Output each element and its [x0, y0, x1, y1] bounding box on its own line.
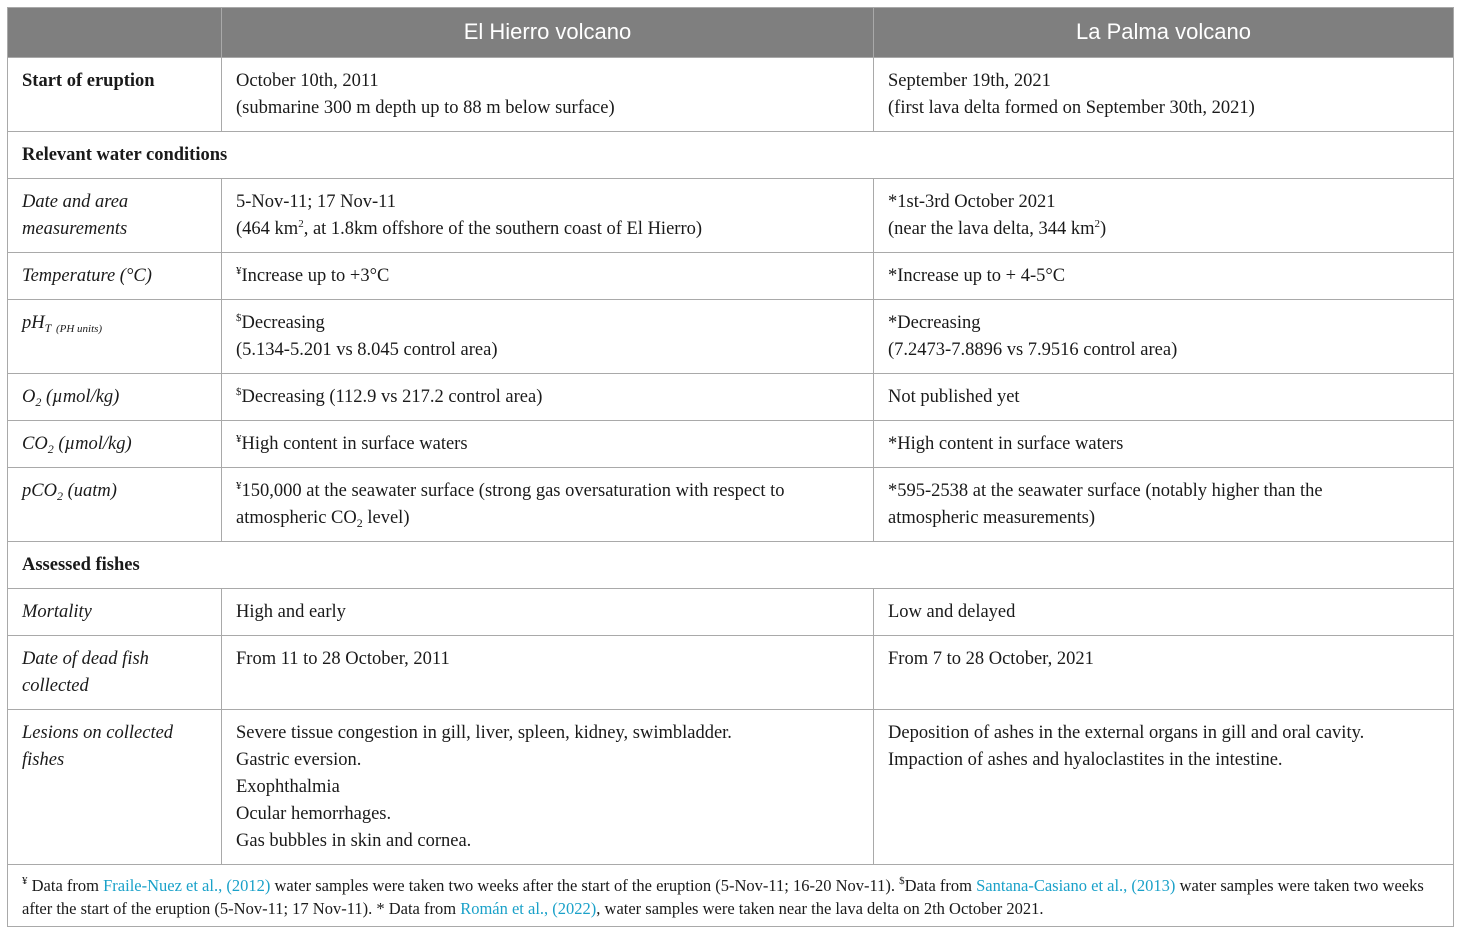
- section-heading: Assessed fishes: [8, 542, 1454, 589]
- footnote-mark: ¥: [236, 480, 242, 492]
- comparison-table-container: [7, 7, 1453, 927]
- footnote-mark: $: [236, 386, 242, 398]
- citation-link-santana-casiano[interactable]: Santana-Casiano et al., (2013): [976, 876, 1176, 895]
- table-footnote: ¥ Data from Fraile-Nuez et al., (2012) water samples were taken two weeks after the start of the eruption (5-Nov-11; 16-20 Nov-11). $Data from Santana-Casiano et al., (2013) water samples were taken two weeks after the start of the eruption (5-Nov-11; 17 Nov-11). * Data from Román et al., (2022), water samples were taken near the lava delta on 2th October 2021.: [8, 865, 1454, 927]
- row-label: Lesions on collected fishes: [8, 710, 222, 865]
- row-label: Mortality: [8, 589, 222, 636]
- row-lesions: [8, 710, 1454, 865]
- row-footnote: [8, 865, 1454, 927]
- row-label: Date of dead fish collected: [8, 636, 222, 710]
- header-empty-cell: [8, 8, 222, 58]
- row-dead-fish-date: [8, 636, 1454, 710]
- cell-el-hierro: [222, 710, 874, 865]
- cell-el-hierro: $Decreasing (5.134-5.201 vs 8.045 control area): [222, 300, 874, 374]
- cell-el-hierro: ¥Increase up to +3°C: [222, 253, 874, 300]
- cell-la-palma: *Increase up to + 4-5°C: [874, 253, 1454, 300]
- cell-la-palma: *High content in surface waters: [874, 421, 1454, 468]
- section-water-conditions: [8, 132, 1454, 179]
- row-date-area: [8, 179, 1454, 253]
- row-label: $O_2$ (µmol/kg): [8, 374, 222, 421]
- list-item: Gastric eversion.: [236, 750, 362, 770]
- footnote-mark: ¥: [22, 875, 28, 887]
- cell-el-hierro: From 11 to 28 October, 2011: [222, 636, 874, 710]
- header-la-palma: La Palma volcano: [874, 8, 1454, 58]
- table-header-row: [8, 8, 1454, 58]
- section-assessed-fishes: [8, 542, 1454, 589]
- footnote-mark: ¥: [236, 433, 242, 445]
- cell-la-palma: *1st-3rd October 2021 (near the lava delta, 344 $km^2$): [874, 179, 1454, 253]
- list-item: Exophthalmia: [236, 777, 340, 797]
- row-label: Start of eruption: [8, 58, 222, 132]
- row-start-of-eruption: [8, 58, 1454, 132]
- citation-link-fraile-nuez[interactable]: Fraile-Nuez et al., (2012): [103, 876, 271, 895]
- cell-el-hierro: $Decreasing (112.9 vs 217.2 control area): [222, 374, 874, 421]
- row-pco2: [8, 468, 1454, 542]
- row-label: $pH_T$ $_{(PH units)}$: [8, 300, 222, 374]
- footnote-mark: ¥: [236, 265, 242, 277]
- citation-link-roman[interactable]: Román et al., (2022): [460, 899, 597, 918]
- cell-el-hierro: 5-Nov-11; 17 Nov-11 (464 $km^2$, at 1.8km offshore of the southern coast of El Hierro): [222, 179, 874, 253]
- row-label: pCO$_2$ (uatm): [8, 468, 222, 542]
- list-item: Impaction of ashes and hyaloclastites in the intestine.: [888, 750, 1283, 770]
- row-ph: [8, 300, 1454, 374]
- list-item: Deposition of ashes in the external organs in gill and oral cavity.: [888, 723, 1365, 743]
- cell-la-palma: September 19th, 2021 (first lava delta formed on September 30th, 2021): [874, 58, 1454, 132]
- section-heading: Relevant water conditions: [8, 132, 1454, 179]
- cell-la-palma: [874, 710, 1454, 865]
- cell-el-hierro: High and early: [222, 589, 874, 636]
- header-el-hierro: El Hierro volcano: [222, 8, 874, 58]
- row-label: $CO_2$ (µmol/kg): [8, 421, 222, 468]
- row-co2: [8, 421, 1454, 468]
- row-label: Temperature (°C): [8, 253, 222, 300]
- cell-la-palma: Low and delayed: [874, 589, 1454, 636]
- cell-la-palma: *595-2538 at the seawater surface (notably higher than the atmospheric measurements): [874, 468, 1454, 542]
- list-item: Severe tissue congestion in gill, liver, spleen, kidney, swimbladder.: [236, 723, 732, 743]
- footnote-mark: $: [899, 875, 905, 887]
- cell-el-hierro: ¥150,000 at the seawater surface (strong gas oversaturation with respect to atmospheric $CO_2$ level): [222, 468, 874, 542]
- row-temperature: [8, 253, 1454, 300]
- row-mortality: [8, 589, 1454, 636]
- cell-la-palma: *Decreasing (7.2473-7.8896 vs 7.9516 control area): [874, 300, 1454, 374]
- cell-la-palma: Not published yet: [874, 374, 1454, 421]
- row-label: Date and area measurements: [8, 179, 222, 253]
- footnote-mark: $: [236, 312, 242, 324]
- cell-el-hierro: October 10th, 2011 (submarine 300 m depth up to 88 m below surface): [222, 58, 874, 132]
- list-item: Ocular hemorrhages.: [236, 804, 392, 824]
- cell-el-hierro: ¥High content in surface waters: [222, 421, 874, 468]
- cell-la-palma: From 7 to 28 October, 2021: [874, 636, 1454, 710]
- row-o2: [8, 374, 1454, 421]
- list-item: Gas bubbles in skin and cornea.: [236, 831, 472, 851]
- volcano-comparison-table: [7, 7, 1454, 927]
